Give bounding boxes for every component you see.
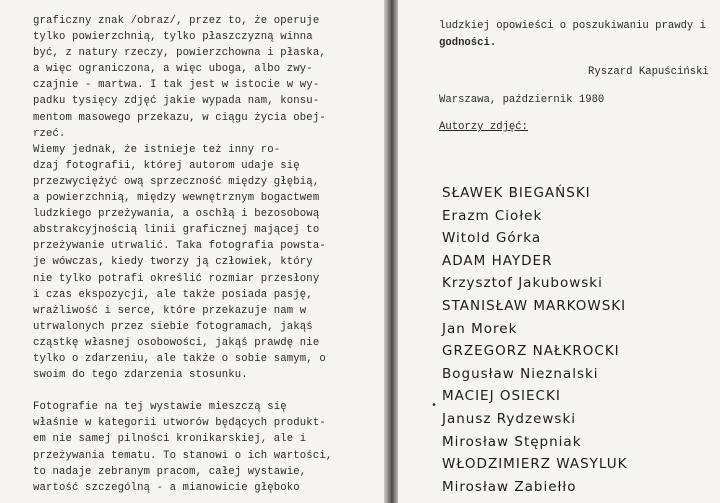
text-line: godności. <box>439 37 497 49</box>
author-name: Bogusław Nieznalski <box>442 365 599 382</box>
text-line <box>33 383 373 399</box>
author-name: Witold Górka <box>442 230 542 247</box>
authors-heading: Autorzy zdjęć: <box>439 121 529 133</box>
author-name: Mirosław Stępniak <box>442 433 582 450</box>
text-line: tylko o zdarzeniu, ale także o sobie samym, o <box>33 352 326 365</box>
author-name: STANISŁAW MARKOWSKI <box>442 297 627 314</box>
right-page <box>398 0 720 503</box>
text-line: cząstkę własnej osobowości, jakąś prawdę nie <box>33 336 320 349</box>
text-line: dzaj fotografii, której autorom udaje się <box>33 159 300 172</box>
author-name: Janusz Rydzewski <box>442 410 577 427</box>
text-line: utrwalonych przez siebie fotogramach, jakąś <box>33 320 313 333</box>
text-line: Wiemy jednak, że istnieje też inny ro- <box>33 143 281 156</box>
author-name: MACIEJ OSIECKI <box>442 388 561 405</box>
book-gutter <box>384 0 398 503</box>
text-line: a powierzchnią, między wewnętrznym bogactwem <box>33 192 320 205</box>
author-name: Erazm Ciołek <box>442 207 543 224</box>
text-line: wartość szczególną - a mianowicie głęboko <box>33 481 300 494</box>
author-name: GRZEGORZ NAŁKROCKI <box>442 343 620 360</box>
text-line: mentom masowego przekazu, w ciągu życia obej- <box>33 111 326 124</box>
text-line: wrażliwość i serce, które przekazuje nam w <box>33 304 307 317</box>
text-line: to nadaje zebranym pracom, całej wystawie, <box>33 465 307 478</box>
text-line: tylko powierzchnią, tylko płaszczyzną winna <box>33 31 313 44</box>
author-name: Jan Morek <box>442 320 518 337</box>
text-line: ludzkiego przeżywania, a oschłą i bezosobową <box>33 208 320 221</box>
author-name: WŁODZIMIERZ WASYLUK <box>442 456 628 473</box>
text-line: właśnie w kategorii utworów będących produkt- <box>33 417 326 430</box>
bullet-mark: • <box>431 401 438 412</box>
right-page-text <box>439 18 714 52</box>
text-line: i czas ekspozycji, ale także posiada pasję, <box>33 288 313 301</box>
text-line: Fotografie na tej wystawie mieszczą się <box>33 401 287 414</box>
date-line: Warszawa, październik 1980 <box>439 94 605 106</box>
author-name: Krzysztof Jakubowski <box>442 275 603 292</box>
text-line: czajnie - martwa. I tak jest w istocie w wy- <box>33 79 320 92</box>
text-line: em nie samej pilności kronikarskiej, ale i <box>33 433 307 446</box>
text-line: swoim do tego zdarzenia stosunku. <box>33 369 248 382</box>
text-line: rzeć. <box>33 127 66 140</box>
text-line: przeżywania tematu. To stanowi o ich wartości, <box>33 449 333 462</box>
text-line: ludzkiej opowieści o poszukiwaniu prawdy i <box>439 20 707 32</box>
author-name: SŁAWEK BIEGAŃSKI <box>442 185 591 201</box>
text-line: padku tysięcy zdjęć jakie wypada nam, konsu- <box>33 95 320 108</box>
signature: Ryszard Kapuściński <box>588 66 709 78</box>
author-name: ADAM HAYDER <box>442 252 553 269</box>
text-line: je wówczas, kiedy tworzy ją człowiek, który <box>33 256 313 269</box>
author-name: Mirosław Zabiełło <box>442 478 577 495</box>
text-line: a więc ograniczona, a więc uboga, albo zwy- <box>33 63 313 76</box>
left-page-text <box>33 13 373 496</box>
text-line: graficzny znak /obraz/, przez to, że operuje <box>33 15 320 27</box>
text-line: abstrakcyjnością linii graficznej mającej to <box>33 224 320 237</box>
text-line: nie tylko potrafi określić rozmiar przesłony <box>33 272 320 285</box>
text-line: przeżywanie utrwalić. Taka fotografia powsta- <box>33 240 326 253</box>
authors-list <box>442 182 628 498</box>
text-line: przezwyciężyć ową sprzeczność między głębią, <box>33 175 320 188</box>
text-line: być, z natury rzeczy, powierzchowna i płaska, <box>33 47 326 60</box>
